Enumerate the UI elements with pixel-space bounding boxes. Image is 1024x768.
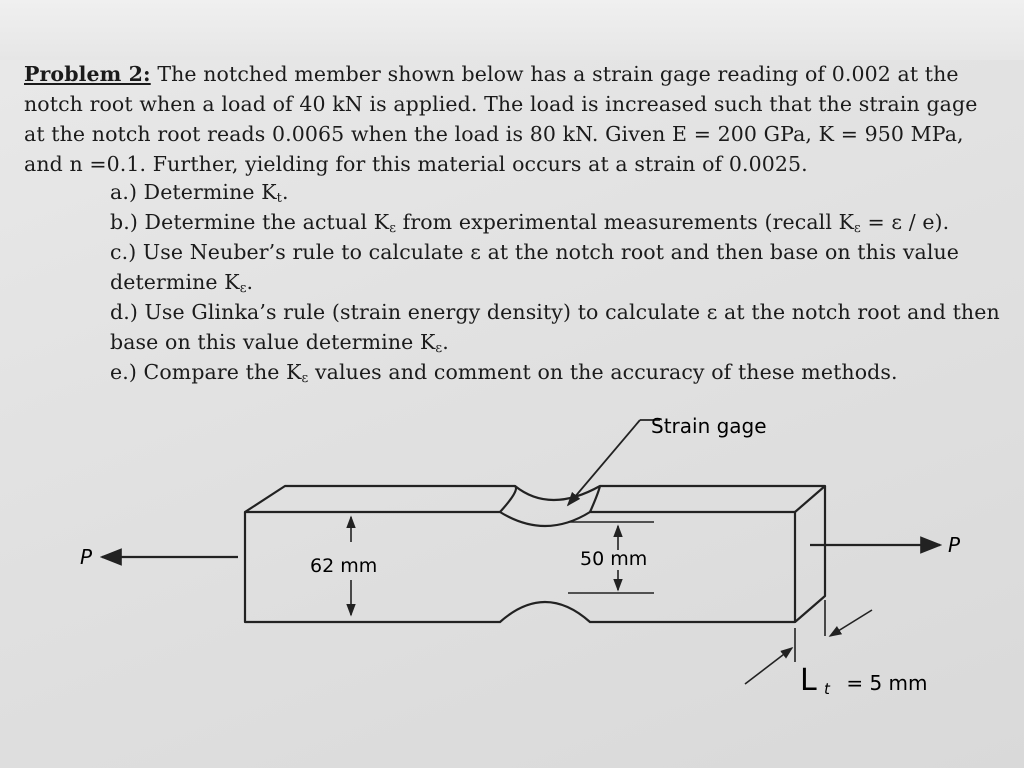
- width-label: 62 mm: [310, 555, 378, 577]
- part-d-line-1: d.) Use Glinka’s rule (strain energy density) to calculate ε at the notch root and then: [110, 300, 1000, 324]
- part-d-line-2: [110, 330, 449, 356]
- part-d-text: base on this value determine K: [110, 330, 436, 354]
- part-b-sub2: ε: [854, 221, 861, 236]
- strain-gage-leader: [568, 420, 640, 505]
- part-d-sub: ε: [435, 341, 443, 356]
- part-e-sub: ε: [301, 371, 309, 386]
- problem-text-1: The notched member shown below has a strain gage reading of 0.002 at the: [150, 62, 959, 86]
- paper-top-edge: [0, 0, 1024, 60]
- part-b-post: = ε / e).: [860, 210, 950, 234]
- thickness-arrow-2: [830, 610, 872, 636]
- part-c-post: .: [246, 270, 254, 294]
- part-e-post: values and comment on the accuracy of these methods.: [308, 360, 898, 384]
- part-c-sub: ε: [239, 281, 247, 296]
- part-b-mid: from experimental measurements (recall K: [396, 210, 855, 234]
- part-b: [110, 210, 949, 236]
- thickness-label: L: [800, 663, 817, 698]
- problem-line-4: and n =0.1. Further, yielding for this material occurs at a strain of 0.0025.: [24, 152, 808, 176]
- member-right-face: [795, 486, 825, 622]
- strain-gage-label: Strain gage: [651, 414, 767, 438]
- load-label-right: P: [948, 533, 961, 557]
- part-a-text: a.) Determine K: [110, 180, 277, 204]
- part-e-text: e.) Compare the K: [110, 360, 302, 384]
- notched-member-diagram: [0, 400, 1024, 768]
- thickness-sub: t: [824, 680, 830, 698]
- problem-line-3: at the notch root reads 0.0065 when the load is 80 kN. Given E = 200 GPa, K = 950 MPa,: [24, 122, 964, 146]
- problem-line-2: notch root when a load of 40 kN is applied. The load is increased such that the strain gage: [24, 92, 978, 116]
- part-b-sub: ε: [389, 221, 397, 236]
- part-c-line-2: [110, 270, 253, 296]
- part-e: [110, 360, 898, 386]
- part-a: [110, 180, 289, 206]
- thickness-arrow-1: [745, 648, 792, 684]
- part-a-sub: t: [276, 191, 282, 206]
- part-c-text: determine K: [110, 270, 240, 294]
- notch-width-label: 50 mm: [580, 548, 648, 570]
- thickness-value: = 5 mm: [840, 671, 928, 695]
- part-d-post: .: [442, 330, 449, 354]
- problem-label: Problem 2:: [24, 62, 151, 86]
- member-top-face: [245, 486, 825, 512]
- part-a-post: .: [281, 180, 289, 204]
- part-b-text: b.) Determine the actual K: [110, 210, 390, 234]
- load-label-left: P: [80, 545, 93, 569]
- part-c-line-1: c.) Use Neuber’s rule to calculate ε at the notch root and then base on this value: [110, 240, 960, 264]
- problem-line-1: [24, 62, 959, 86]
